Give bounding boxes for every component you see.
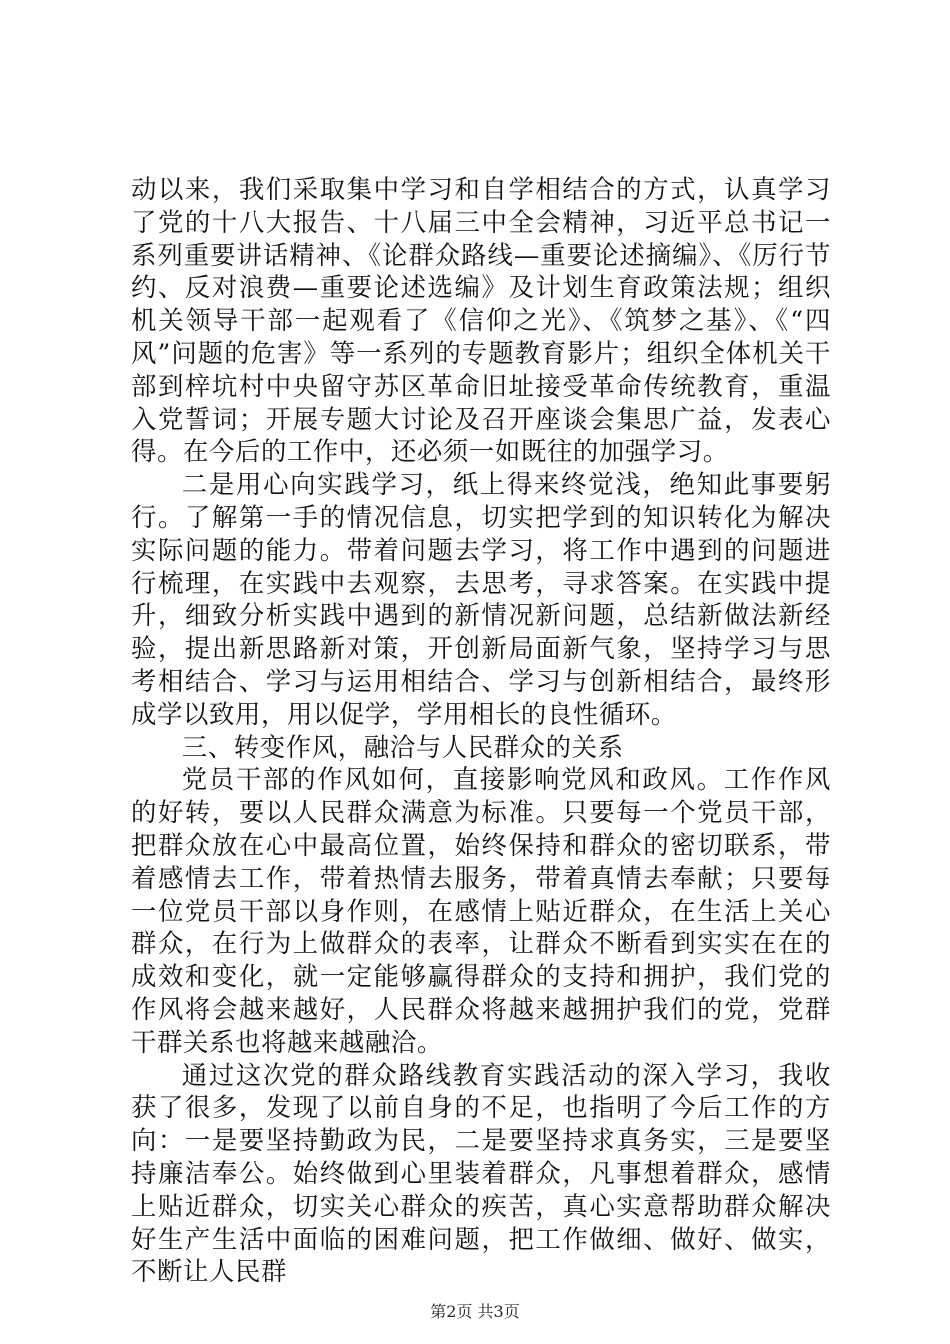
paragraph-party-style: 党员干部的作风如何，直接影响党风和政风。工作作风的好转，要以人民群众满意为标准。只要每一个党员干部，把群众放在心中最高位置，始终保持和群众的密切联系，带着感情去工作，带着热情去服务，带着真情去奉献；只要每一位党员干部以身作则，在感情上贴近群众，在生活上关心群众，在行为上做群众的表率，让群众不断看到实实在在的成效和变化，就一定能够赢得群众的支持和拥护，我们党的作风将会越来越好，人民群众将越来越拥护我们的党，党群干群关系也将越来越融洽。 [131, 764, 831, 1057]
page-footer: 第2页 共3页 [430, 1302, 520, 1321]
paragraph-practice-learning: 二是用心向实践学习，纸上得来终觉浅，绝知此事要躬行。了解第一手的情况信息，切实把学到的知识转化为解决实际问题的能力。带着问题去学习，将工作中遇到的问题进行梳理，在实践中去观察，去思考，寻求答案。在实践中提升，细致分析实践中遇到的新情况新问题，总结新做法新经验，提出新思路新对策，开创新局面新气象，坚持学习与思考相结合、学习与运用相结合、学习与创新相结合，最终形成学以致用，用以促学，学用相长的良性循环。 [131, 469, 831, 729]
section-heading-change-style: 三、转变作风，融洽与人民群众的关系 [181, 731, 624, 762]
paragraph-conclusion: 通过这次党的群众路线教育实践活动的深入学习，我收获了很多，发现了以前自身的不足，也指明了今后工作的方向：一是要坚持勤政为民，二是要坚持求真务实，三是要坚持廉洁奉公。始终做到心里装着群众，凡事想着群众，感情上贴近群众，切实关心群众的疾苦，真心实意帮助群众解决好生产生活中面临的困难问题，把工作做细、做好、做实，不断让人民群 [131, 1059, 831, 1287]
paragraph-study-continuation: 动以来，我们采取集中学习和自学相结合的方式，认真学习了党的十八大报告、十八届三中全会精神，习近平总书记一系列重要讲话精神、《论群众路线—重要论述摘编》、《厉行节约、反对浪费—重要论述选编》及计划生育政策法规；组织机关领导干部一起观看了《信仰之光》、《筑梦之基》、《“四风”问题的危害》等一系列的专题教育影片；组织全体机关干部到梓坑村中央留守苏区革命旧址接受革命传统教育，重温入党誓词；开展专题大讨论及召开座谈会集思广益，发表心得。在今后的工作中，还必须一如既往的加强学习。 [131, 174, 831, 467]
document-body [131, 173, 831, 1288]
